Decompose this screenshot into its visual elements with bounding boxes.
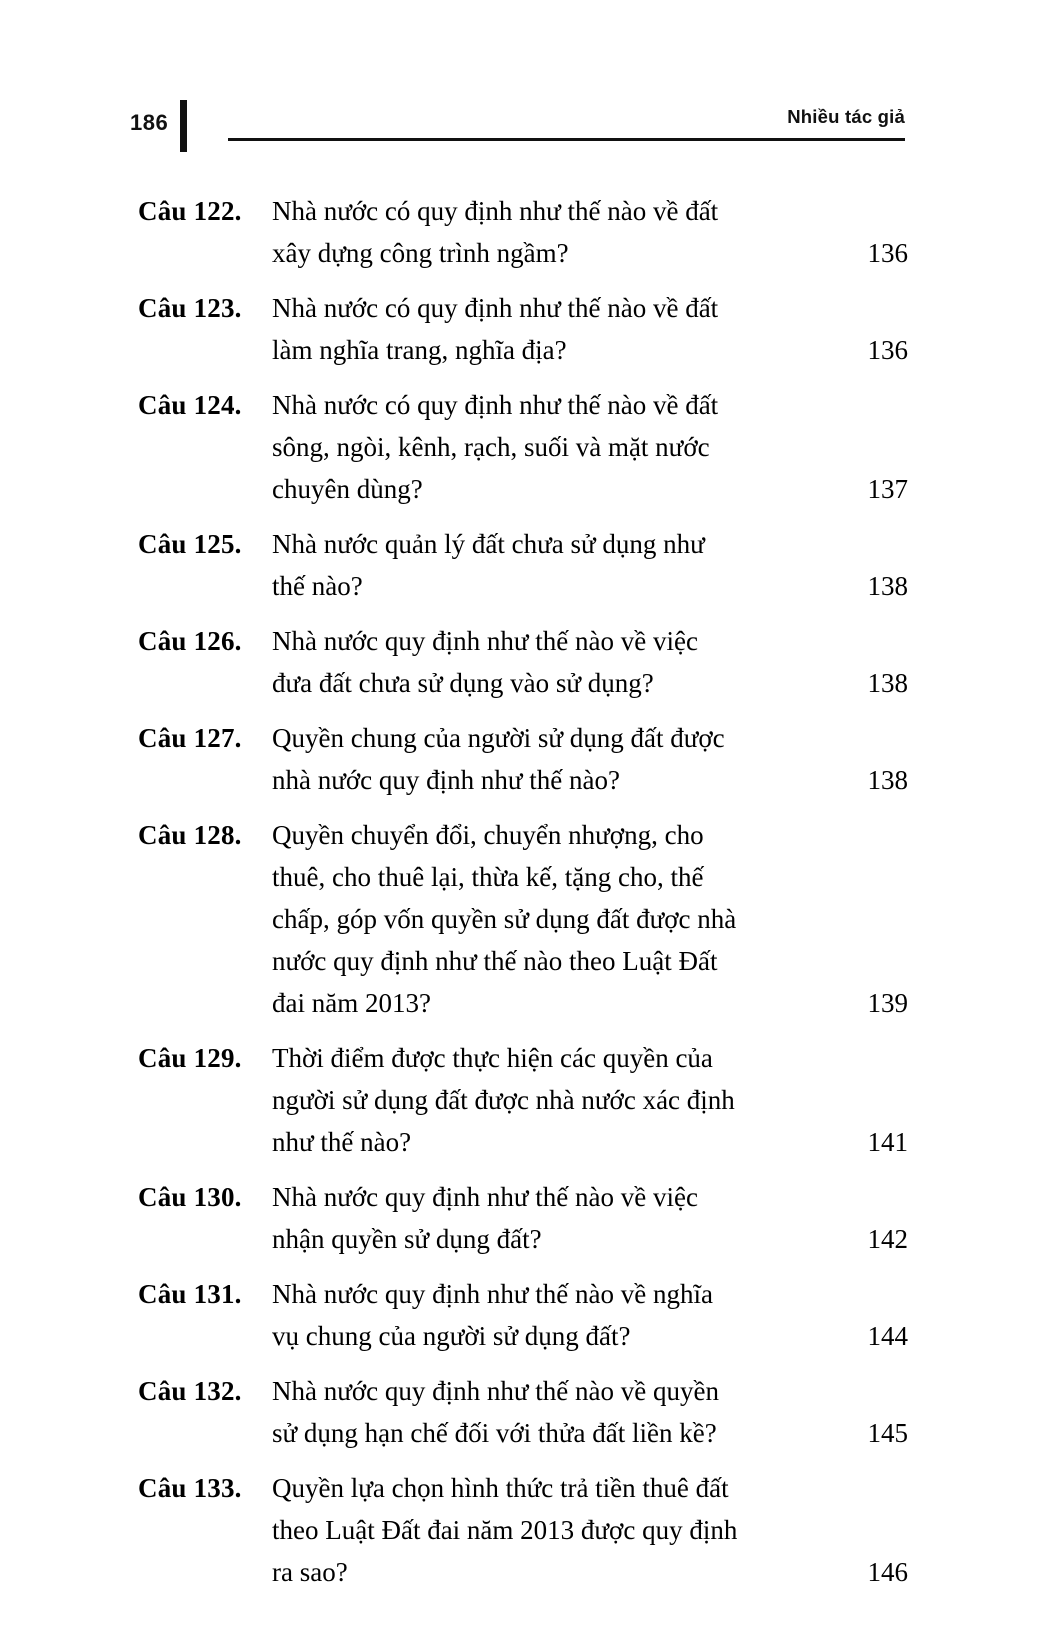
toc-entry-title-line: Nhà nước có quy định như thế nào về đất <box>272 293 719 323</box>
toc-entry[interactable] <box>138 1273 908 1357</box>
toc-entry-last-line <box>272 1315 908 1357</box>
toc-entry-title-line: Quyền lựa chọn hình thức trả tiền thuê đất <box>272 1473 729 1503</box>
header-horizontal-rule <box>228 138 905 141</box>
toc-entry-title <box>272 190 908 232</box>
toc-entry-body <box>260 190 908 274</box>
toc-entry-title-line: Nhà nước có quy định như thế nào về đất <box>272 196 719 226</box>
toc-entry-label: Câu 131. <box>138 1279 242 1309</box>
toc-entry-title-line: Nhà nước quy định như thế nào về nghĩa <box>272 1279 713 1309</box>
toc-entry-title <box>272 717 908 759</box>
toc-entry-last-line <box>272 1218 908 1260</box>
toc-entry-label: Câu 132. <box>138 1376 242 1406</box>
toc-entry-page-number[interactable]: 139 <box>867 988 908 1018</box>
toc-entry[interactable] <box>138 287 908 371</box>
toc-entry-title-line: thuê, cho thuê lại, thừa kế, tặng cho, thế <box>272 862 704 892</box>
toc-entry-page-number[interactable]: 136 <box>867 238 908 268</box>
toc-entry-title <box>272 1176 908 1218</box>
toc-entry-title <box>272 523 908 565</box>
toc-entry-last-line <box>272 1412 908 1454</box>
toc-entry-label: Câu 126. <box>138 626 242 656</box>
toc-entry-body <box>260 1273 908 1357</box>
toc-entry[interactable] <box>138 717 908 801</box>
toc-entry-body <box>260 384 908 510</box>
toc-entry-label: Câu 128. <box>138 820 242 850</box>
toc-entry-title-line: Thời điểm được thực hiện các quyền của <box>272 1043 713 1073</box>
page-header <box>130 100 905 160</box>
toc-entry[interactable] <box>138 814 908 1024</box>
toc-entry-title-line: làm nghĩa trang, nghĩa địa? <box>272 335 567 365</box>
toc-entry-label: Câu 124. <box>138 390 242 420</box>
header-page-number: 186 <box>130 110 169 135</box>
toc-entry-title-line: Nhà nước quy định như thế nào về quyền <box>272 1376 719 1406</box>
toc-entry-title-line: nhà nước quy định như thế nào? <box>272 765 620 795</box>
toc-entry-title-line: Quyền chuyển đổi, chuyển nhượng, cho <box>272 820 704 850</box>
toc-entry-label: Câu 127. <box>138 723 242 753</box>
toc-entry-title <box>272 1370 908 1412</box>
toc-entry-page-number[interactable]: 144 <box>867 1321 908 1351</box>
toc-entry-page-number[interactable]: 136 <box>867 335 908 365</box>
toc-entry-body <box>260 1037 908 1163</box>
toc-entry[interactable] <box>138 1467 908 1593</box>
toc-entry-label: Câu 133. <box>138 1473 242 1503</box>
toc-entry-title-line: như thế nào? <box>272 1127 412 1157</box>
toc-entry[interactable] <box>138 1370 908 1454</box>
toc-entry[interactable] <box>138 190 908 274</box>
toc-entry-title <box>272 287 908 329</box>
toc-entry-title-line: người sử dụng đất được nhà nước xác định <box>272 1085 735 1115</box>
toc-entry-title-line: Nhà nước quy định như thế nào về việc <box>272 1182 698 1212</box>
toc-entry-last-line <box>272 565 908 607</box>
toc-entry-page-number[interactable]: 137 <box>867 474 908 504</box>
header-vertical-rule <box>180 100 187 152</box>
table-of-contents <box>138 190 908 1606</box>
toc-entry-title <box>272 1467 908 1551</box>
toc-entry-title-line: Nhà nước quy định như thế nào về việc <box>272 626 698 656</box>
toc-entry-last-line <box>272 232 908 274</box>
toc-entry[interactable] <box>138 620 908 704</box>
toc-entry-title <box>272 814 908 982</box>
toc-entry-last-line <box>272 662 908 704</box>
toc-entry-label: Câu 129. <box>138 1043 242 1073</box>
toc-entry-label: Câu 125. <box>138 529 242 559</box>
toc-entry-last-line <box>272 982 908 1024</box>
toc-entry-last-line <box>272 468 908 510</box>
toc-entry[interactable] <box>138 1176 908 1260</box>
toc-entry[interactable] <box>138 384 908 510</box>
toc-entry[interactable] <box>138 523 908 607</box>
toc-entry-title-line: đưa đất chưa sử dụng vào sử dụng? <box>272 668 654 698</box>
toc-entry-label: Câu 122. <box>138 196 242 226</box>
toc-entry-title-line: vụ chung của người sử dụng đất? <box>272 1321 631 1351</box>
toc-entry-body <box>260 1370 908 1454</box>
toc-entry-label: Câu 130. <box>138 1182 242 1212</box>
toc-entry[interactable] <box>138 1037 908 1163</box>
toc-entry-body <box>260 1467 908 1593</box>
toc-entry-title-line: chuyên dùng? <box>272 474 423 504</box>
toc-entry-last-line <box>272 1551 908 1593</box>
toc-entry-title-line: Nhà nước quản lý đất chưa sử dụng như <box>272 529 705 559</box>
toc-entry-label: Câu 123. <box>138 293 242 323</box>
toc-entry-title-line: xây dựng công trình ngầm? <box>272 238 569 268</box>
toc-entry-title-line: nhận quyền sử dụng đất? <box>272 1224 542 1254</box>
toc-entry-title-line: theo Luật Đất đai năm 2013 được quy định <box>272 1515 738 1545</box>
header-author: Nhiều tác giả <box>787 106 905 127</box>
toc-entry-title-line: chấp, góp vốn quyền sử dụng đất được nhà <box>272 904 737 934</box>
toc-entry-body <box>260 287 908 371</box>
toc-entry-page-number[interactable]: 142 <box>867 1224 908 1254</box>
toc-entry-body <box>260 1176 908 1260</box>
toc-entry-title <box>272 1273 908 1315</box>
toc-entry-title-line: Quyền chung của người sử dụng đất được <box>272 723 725 753</box>
toc-entry-page-number[interactable]: 146 <box>867 1557 908 1587</box>
toc-entry-last-line <box>272 759 908 801</box>
toc-entry-body <box>260 620 908 704</box>
toc-entry-title <box>272 620 908 662</box>
toc-entry-body <box>260 814 908 1024</box>
toc-entry-title <box>272 384 908 468</box>
toc-entry-title-line: ra sao? <box>272 1557 348 1587</box>
toc-entry-last-line <box>272 329 908 371</box>
toc-entry-page-number[interactable]: 138 <box>867 668 908 698</box>
toc-entry-page-number[interactable]: 141 <box>867 1127 908 1157</box>
toc-entry-title-line: Nhà nước có quy định như thế nào về đất <box>272 390 719 420</box>
toc-entry-page-number[interactable]: 138 <box>867 765 908 795</box>
toc-entry-title <box>272 1037 908 1121</box>
toc-entry-title-line: thế nào? <box>272 571 363 601</box>
toc-entry-title-line: sông, ngòi, kênh, rạch, suối và mặt nước <box>272 432 710 462</box>
toc-entry-title-line: nước quy định như thế nào theo Luật Đất <box>272 946 718 976</box>
toc-entry-title-line: đai năm 2013? <box>272 988 431 1018</box>
toc-entry-body <box>260 523 908 607</box>
toc-entry-body <box>260 717 908 801</box>
toc-entry-last-line <box>272 1121 908 1163</box>
toc-entry-title-line: sử dụng hạn chế đối với thửa đất liền kề? <box>272 1418 717 1448</box>
toc-entry-page-number[interactable]: 138 <box>867 571 908 601</box>
toc-entry-page-number[interactable]: 145 <box>867 1418 908 1448</box>
